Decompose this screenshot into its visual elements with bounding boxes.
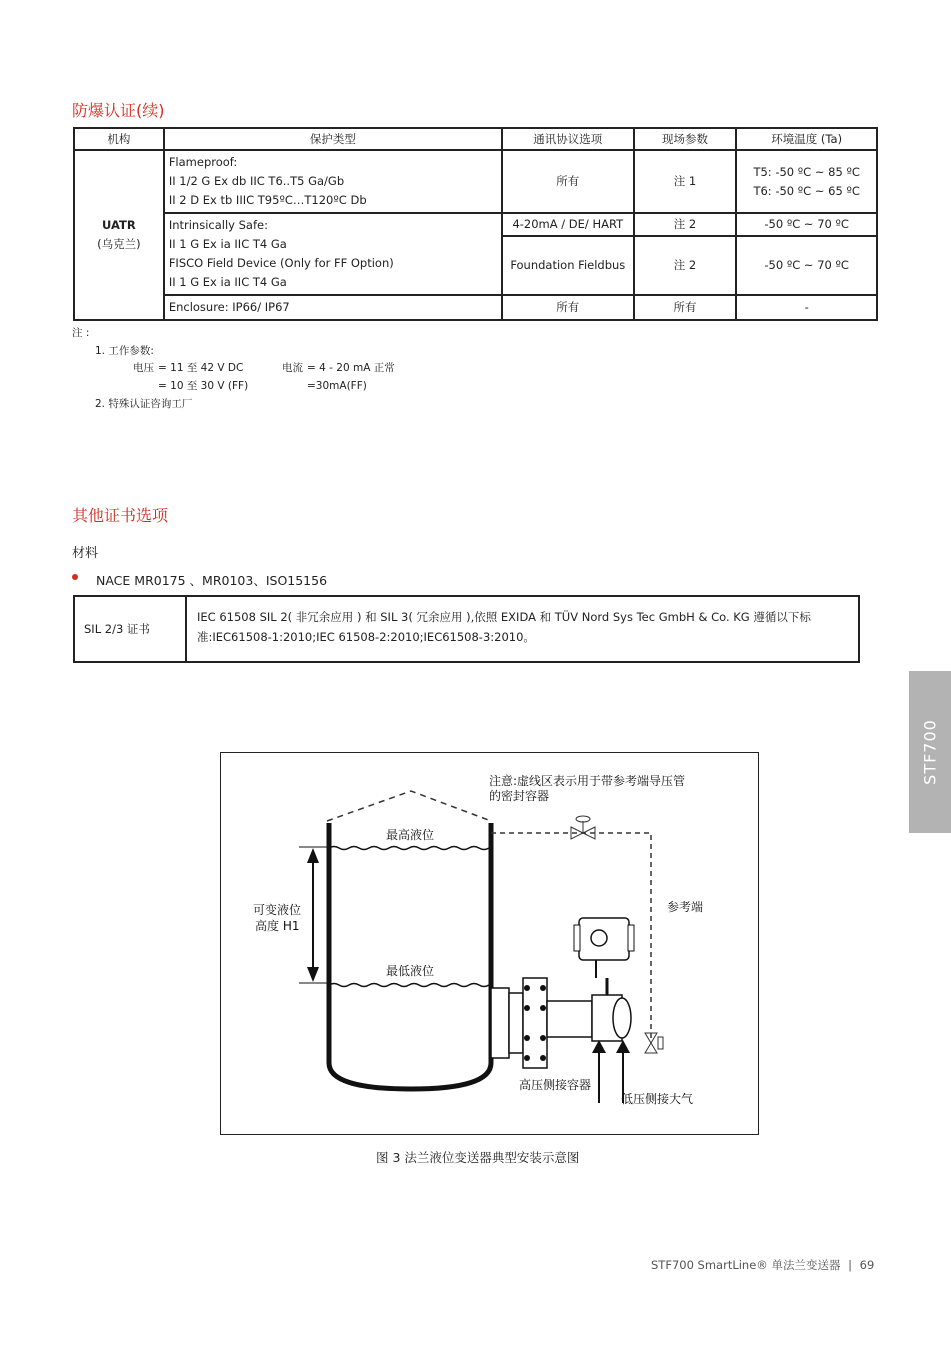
table-row — [74, 213, 877, 236]
field-cell: 注 2 — [634, 236, 737, 295]
tank-vessel — [329, 823, 491, 1089]
note-2: 2. 特殊认证咨询工厂 — [95, 398, 193, 410]
reference-label: 参考端 — [667, 900, 704, 914]
material-standards: NACE MR0175 、MR0103、ISO15156 — [96, 573, 328, 588]
table-row — [74, 150, 877, 213]
header-agency: 机构 — [74, 128, 164, 150]
protection-line: II 1/2 G Ex db IIC T6..T5 Ga/Gb — [168, 174, 345, 188]
current-label: 电流 — [282, 362, 303, 374]
voltage-label: 电压 — [133, 362, 154, 374]
drain-valve-icon — [645, 1033, 663, 1053]
voltage-value-2: = 10 至 30 V (FF) — [158, 380, 249, 392]
header-protection: 保护类型 — [164, 128, 502, 150]
sil-label: SIL 2/3 证书 — [75, 597, 187, 661]
temp-line: T5: -50 ºC ~ 85 ºC — [753, 164, 860, 179]
field-cell: 注 1 — [634, 150, 737, 213]
protection-line: FISCO Field Device (Only for FF Option) — [168, 256, 394, 270]
voltage-value-1: = 11 至 42 V DC — [158, 362, 244, 374]
temp-cell: -50 ºC ~ 70 ºC — [736, 213, 877, 236]
table-header-row — [74, 128, 877, 150]
certification-table — [73, 127, 878, 321]
field-cell: 所有 — [634, 295, 737, 320]
footer-title: STF700 SmartLine® 单法兰变送器 — [651, 1258, 841, 1272]
side-tab — [909, 671, 951, 833]
bullet-icon — [72, 574, 78, 580]
sil-box — [73, 595, 860, 663]
protection-line: II 1 G Ex ia IIC T4 Ga — [168, 237, 287, 251]
tank-roof-dashed — [327, 791, 491, 821]
flange-assembly — [491, 978, 631, 1068]
header-field: 现场参数 — [634, 128, 737, 150]
sil-text: IEC 61508 SIL 2( 非冗余应用 ) 和 SIL 3( 冗余应用 ),依照 EXIDA 和 TÜV Nord Sys Tec GmbH & Co. KG 遵循以下标准:IEC61508-1:2010;IEC 61508-2:2010;IEC61508-3:2010。 — [197, 610, 811, 644]
agency-cell — [74, 150, 164, 320]
protection-line: Flameproof: — [168, 155, 238, 169]
min-level-label: 最低液位 — [386, 964, 435, 978]
temp-cell: - — [736, 295, 877, 320]
note-1: 1. 工作参数: — [95, 345, 154, 357]
protection-line: II 2 D Ex tb IIIC T95ºC…T120ºC Db — [168, 193, 367, 207]
material-label: 材料 — [72, 546, 99, 561]
temp-cell: -50 ºC ~ 70 ºC — [736, 236, 877, 295]
table-row — [74, 295, 877, 320]
protection-enclosure: Enclosure: IP66/ IP67 — [164, 295, 502, 320]
temp-cell — [736, 150, 877, 213]
comm-cell: Foundation Fieldbus — [502, 236, 634, 295]
valve-icon — [571, 816, 595, 839]
page-number: 69 — [859, 1258, 875, 1272]
side-tab-label: STF700 — [920, 719, 940, 785]
h1-label: 高度 H1 — [255, 919, 300, 933]
diagram-note-1: 注意:虚线区表示用于带参考端导压管 — [489, 774, 686, 788]
max-level-label: 最高液位 — [386, 828, 435, 842]
current-value-1: = 4 - 20 mA 正常 — [307, 362, 395, 374]
footer: STF700 SmartLine® 单法兰变送器 | 69 — [651, 1258, 875, 1272]
figure-caption: 图 3 法兰液位变送器典型安装示意图 — [376, 1150, 580, 1165]
notes-label: 注 : — [72, 327, 90, 339]
current-value-2: =30mA(FF) — [307, 380, 367, 392]
diagram-note-2: 的密封容器 — [489, 789, 550, 803]
comm-cell: 4-20mA / DE/ HART — [502, 213, 634, 236]
header-comm: 通讯协议选项 — [502, 128, 634, 150]
protection-line: Intrinsically Safe: — [168, 218, 268, 232]
field-cell: 注 2 — [634, 213, 737, 236]
comm-cell: 所有 — [502, 150, 634, 213]
installation-figure — [220, 752, 759, 1135]
agency-sub: (乌克兰) — [97, 237, 141, 251]
low-side-label: 低压侧接大气 — [621, 1092, 694, 1106]
temp-line: T6: -50 ºC ~ 65 ºC — [753, 183, 860, 198]
comm-cell: 所有 — [502, 295, 634, 320]
section-title-explosion-proof: 防爆认证(续) — [72, 101, 165, 120]
protection-flameproof — [164, 150, 502, 213]
variable-level-label: 可变液位 — [253, 903, 302, 917]
protection-intrinsic — [164, 213, 502, 295]
agency-name: UATR — [102, 218, 136, 232]
installation-diagram — [221, 753, 757, 1133]
max-level-line — [329, 847, 489, 850]
header-temp: 环境温度 (Ta) — [736, 128, 877, 150]
protection-line: II 1 G Ex ia IIC T4 Ga — [168, 275, 287, 289]
min-level-line — [329, 984, 489, 987]
section-title-other-certs: 其他证书选项 — [72, 506, 169, 525]
transmitter-icon — [574, 918, 634, 978]
high-side-label: 高压侧接容器 — [519, 1078, 592, 1092]
